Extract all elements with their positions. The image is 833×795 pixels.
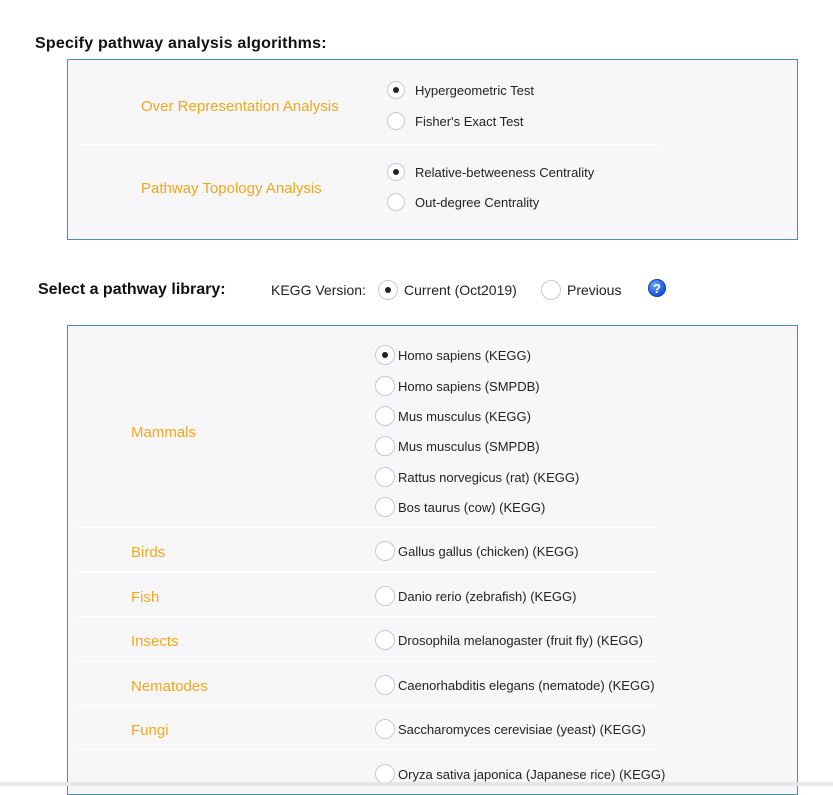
category-birds: Birds xyxy=(131,544,166,561)
lib-gallus-kegg[interactable] xyxy=(375,541,579,561)
kegg-current-radio[interactable] xyxy=(378,280,517,300)
radio-icon[interactable] xyxy=(375,406,395,426)
option-label: Bos taurus (cow) (KEGG) xyxy=(398,499,546,515)
option-label: Mus musculus (SMPDB) xyxy=(398,438,540,454)
betweenness-radio[interactable] xyxy=(387,163,594,181)
lib-bos-taurus-kegg[interactable] xyxy=(375,497,545,517)
radio-icon[interactable] xyxy=(541,280,561,300)
lib-drosophila-kegg[interactable] xyxy=(375,630,643,650)
divider xyxy=(76,749,656,750)
ora-label: Over Representation Analysis xyxy=(141,98,339,115)
option-label: Out-degree Centrality xyxy=(415,194,540,210)
radio-icon[interactable] xyxy=(375,376,395,396)
radio-icon[interactable] xyxy=(387,193,405,211)
lib-homo-sapiens-smpdb[interactable] xyxy=(375,376,540,396)
option-label: Previous xyxy=(567,282,622,298)
library-heading: Select a pathway library: xyxy=(38,281,226,298)
option-label: Homo sapiens (KEGG) xyxy=(398,347,531,363)
option-label: Rattus norvegicus (rat) (KEGG) xyxy=(398,469,580,485)
category-fungi: Fungi xyxy=(131,722,169,739)
radio-icon[interactable] xyxy=(387,112,405,130)
algorithms-panel xyxy=(67,59,798,240)
option-label: Mus musculus (KEGG) xyxy=(398,408,531,424)
algorithms-heading: Specify pathway analysis algorithms: xyxy=(35,35,327,52)
category-nematodes: Nematodes xyxy=(131,678,208,695)
radio-icon[interactable] xyxy=(375,675,395,695)
category-fish: Fish xyxy=(131,589,160,606)
lib-homo-sapiens-kegg[interactable] xyxy=(375,345,531,365)
radio-icon[interactable] xyxy=(378,280,398,300)
topology-label: Pathway Topology Analysis xyxy=(141,180,322,197)
option-label: Drosophila melanogaster (fruit fly) (KEGG) xyxy=(398,632,643,648)
radio-icon[interactable] xyxy=(375,630,395,650)
lib-rattus-kegg[interactable] xyxy=(375,467,579,487)
radio-icon[interactable] xyxy=(375,719,395,739)
option-label: Homo sapiens (SMPDB) xyxy=(398,378,540,394)
kegg-previous-radio[interactable] xyxy=(541,280,621,300)
option-label: Saccharomyces cerevisiae (yeast) (KEGG) xyxy=(398,721,646,737)
radio-icon[interactable] xyxy=(387,163,405,181)
kegg-version-label: KEGG Version: xyxy=(271,282,366,298)
scroll-edge xyxy=(0,782,833,786)
lib-oryza-kegg[interactable] xyxy=(375,764,665,784)
hypergeometric-radio[interactable] xyxy=(387,81,534,99)
option-label: Fisher's Exact Test xyxy=(415,113,524,129)
category-insects: Insects xyxy=(131,633,179,650)
category-mammals: Mammals xyxy=(131,424,197,441)
question-icon[interactable]: ? xyxy=(648,279,666,297)
outdegree-radio[interactable] xyxy=(387,193,539,211)
option-label: Relative-betweeness Centrality xyxy=(415,164,595,180)
radio-icon[interactable] xyxy=(375,586,395,606)
divider xyxy=(76,572,656,573)
lib-danio-kegg[interactable] xyxy=(375,586,576,606)
divider xyxy=(80,144,660,145)
option-label: Oryza sativa japonica (Japanese rice) (KEGG) xyxy=(398,766,666,782)
fisher-radio[interactable] xyxy=(387,112,523,130)
radio-icon[interactable] xyxy=(375,345,395,365)
option-label: Current (Oct2019) xyxy=(404,282,517,298)
divider xyxy=(76,705,656,706)
radio-icon[interactable] xyxy=(375,436,395,456)
option-label: Caenorhabditis elegans (nematode) (KEGG) xyxy=(398,677,655,693)
option-label: Danio rerio (zebrafish) (KEGG) xyxy=(398,588,577,604)
lib-saccharomyces-kegg[interactable] xyxy=(375,719,646,739)
radio-icon[interactable] xyxy=(375,497,395,517)
option-label: Gallus gallus (chicken) (KEGG) xyxy=(398,543,579,559)
lib-mus-musculus-smpdb[interactable] xyxy=(375,436,540,456)
divider xyxy=(76,616,656,617)
radio-icon[interactable] xyxy=(375,541,395,561)
radio-icon[interactable] xyxy=(387,81,405,99)
library-panel xyxy=(67,325,798,795)
lib-caenorhabditis-kegg[interactable] xyxy=(375,675,655,695)
radio-icon[interactable] xyxy=(375,467,395,487)
option-label: Hypergeometric Test xyxy=(415,82,534,98)
divider xyxy=(76,527,656,528)
radio-icon[interactable] xyxy=(375,764,395,784)
divider xyxy=(76,661,656,662)
lib-mus-musculus-kegg[interactable] xyxy=(375,406,531,426)
